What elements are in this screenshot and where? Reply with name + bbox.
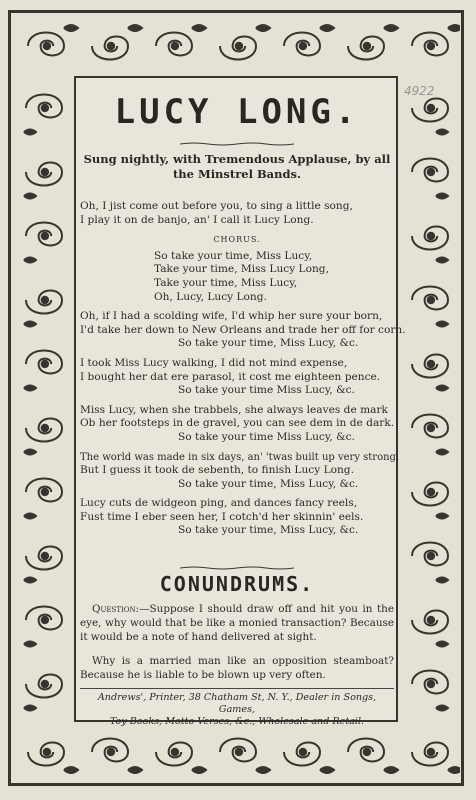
chorus-line: Take your time, Miss Lucy Long, <box>154 263 329 276</box>
lyric-line: Lucy cuts de widgeon ping, and dances fancy reels, <box>80 497 358 510</box>
song-title: LUCY LONG. <box>114 92 360 132</box>
footer-divider <box>80 688 394 689</box>
title-flourish <box>180 142 294 146</box>
ornament-border-top <box>14 16 460 74</box>
refrain-line: So take your time, Miss Lucy, &c. <box>178 524 359 537</box>
lyric-line: But I guess it took de sebenth, to finish Lucy Long. <box>80 464 354 477</box>
opening-stanza <box>80 200 394 227</box>
song-subtitle <box>80 152 394 182</box>
catalog-mark: 4922 <box>404 84 435 98</box>
question-label: Question: <box>92 603 140 615</box>
verse <box>80 451 400 492</box>
chorus-line: Oh, Lucy, Lucy Long. <box>154 290 267 303</box>
lyric-line: Miss Lucy, when she trabbels, she always leaves de mark <box>80 403 388 416</box>
verse <box>80 310 406 351</box>
conundrum-question-1 <box>80 602 394 644</box>
refrain-line: So take your time, Miss Lucy, &c. <box>178 477 359 490</box>
printer-imprint <box>80 692 394 728</box>
refrain-line: So take your time, Miss Lucy, &c. <box>178 337 359 350</box>
subtitle-line-1: Sung nightly, with Tremendous Applause, by all <box>83 152 391 166</box>
verse <box>80 357 394 398</box>
lyric-line: I'd take her down to New Orleans and trade her off for corn. <box>80 323 406 336</box>
text-panel <box>80 82 406 727</box>
lyric-line: I bought her dat ere parasol, it cost me eighteen pence. <box>80 370 381 383</box>
conundrum-question-2 <box>80 654 394 682</box>
lyric-line: Fust time I eber seen her, I cotch'd her skinnin' eels. <box>80 510 364 523</box>
chorus <box>80 250 394 304</box>
lyric-line: Oh, I jist come out before you, to sing a little song, <box>80 200 353 212</box>
lyric-line: Ob her footsteps in de gravel, you can see dem in de dark. <box>80 417 395 430</box>
ornament-border-bottom <box>14 724 460 782</box>
lyrics <box>80 200 406 544</box>
imprint-line-1: Andrews', Printer, 38 Chatham St, N. Y., Dealer in Songs, Games, <box>97 692 377 715</box>
conundrums-heading: CONUNDRUMS. <box>159 572 315 596</box>
chorus-line: So take your time, Miss Lucy, <box>154 249 313 262</box>
refrain-line: So take your time Miss Lucy, &c. <box>178 384 355 397</box>
verse <box>80 404 394 445</box>
imprint-line-2: Toy Books, Motto Verses, &c., Wholesale and Retail. <box>109 716 365 727</box>
question-2-text: Why is a married man like an opposition steamboat? Because he is liable to be blown up very often. <box>80 655 394 681</box>
refrain-line: So take your time Miss Lucy, &c. <box>178 430 355 443</box>
chorus-label: CHORUS. <box>213 235 261 245</box>
lyric-line: Oh, if I had a scolding wife, I'd whip her sure your born, <box>80 310 383 323</box>
subtitle-line-2: the Minstrel Bands. <box>172 167 302 181</box>
lyric-line: The world was made in six days, an' 'twas built up very strong, <box>80 451 400 463</box>
ornament-border-right <box>400 74 460 724</box>
lyric-line: I took Miss Lucy walking, I did not mind expense, <box>80 356 348 369</box>
question-1-text: —Suppose I should draw off and hit you in the eye, why would that be like a monied transaction? Because it would be a note of hand delivered at sight. <box>80 603 394 643</box>
section-flourish <box>180 566 294 570</box>
ornament-border-left <box>14 74 74 724</box>
verse <box>80 497 394 538</box>
lyric-line: I play it on de banjo, an' I call it Lucy Long. <box>80 213 314 226</box>
chorus-line: Take your time, Miss Lucy, <box>154 276 298 289</box>
